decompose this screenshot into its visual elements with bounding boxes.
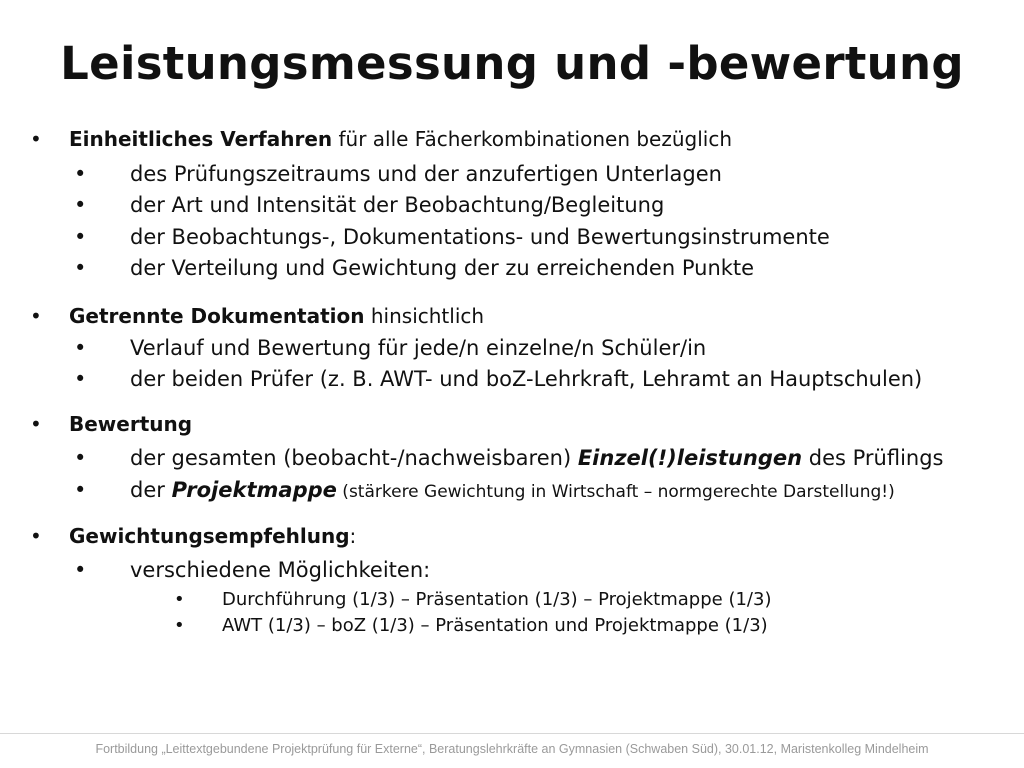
bullet-icon: • (74, 193, 87, 217)
bullet-lead-bold: Einheitliches Verfahren (69, 127, 333, 151)
bullet-lead-bold: Getrennte Dokumentation (69, 304, 365, 328)
footer-divider (0, 733, 1024, 734)
sub-bullet-text: Verlauf und Bewertung für jede/n einzelne/n Schüler/in (130, 336, 707, 360)
sub-bullet-text: der Art und Intensität der Beobachtung/Begleitung (130, 193, 665, 217)
text-emphasis: Projektmappe (171, 478, 337, 502)
sub-bullet-text: des Prüfungszeitraums und der anzufertigen Unterlagen (130, 162, 722, 186)
bullet-icon: • (74, 367, 87, 391)
bullet-icon: • (30, 412, 42, 436)
bullet-icon: • (74, 225, 87, 249)
sub-bullet-text: der Verteilung und Gewichtung der zu erreichenden Punkte (130, 256, 755, 280)
sub-bullet-text: der Beobachtungs-, Dokumentations- und Bewertungsinstrumente (130, 225, 830, 249)
bullet-icon: • (74, 336, 87, 360)
sub-sub-bullet-text: AWT (1/3) – boZ (1/3) – Präsentation und Projektmappe (1/3) (222, 615, 768, 636)
sub-bullet-text (130, 477, 895, 506)
bullet-lead-rest: hinsichtlich (364, 304, 485, 328)
bullet-icon: • (74, 478, 87, 502)
bullet-icon: • (74, 558, 87, 582)
bullet-icon: • (30, 524, 42, 548)
bullet-lead-bold: Bewertung (69, 412, 193, 436)
text-emphasis: Einzel(!)leistungen (577, 446, 803, 470)
slide-footer: Fortbildung „Leittextgebundene Projektprüfung für Externe“, Beratungslehrkräfte an Gymnasien (Schwaben Süd), 30.01.12, Maristenkolleg Mindelheim (95, 742, 929, 756)
bullet-icon: • (74, 256, 87, 280)
bullet-text (69, 126, 732, 152)
sub-bullet-text: verschiedene Möglichkeiten: (130, 558, 431, 582)
bullet-icon: • (174, 615, 185, 636)
bullet-text (69, 303, 484, 329)
bullet-lead-rest: : (349, 524, 357, 548)
text-post: des Prüflings (802, 446, 944, 470)
bullet-icon: • (30, 304, 42, 328)
sub-sub-bullet-text: Durchführung (1/3) – Präsentation (1/3) – Projektmappe (1/3) (222, 589, 772, 610)
sub-bullet-text (130, 445, 943, 472)
bullet-icon: • (30, 127, 42, 151)
text-pre: der gesamten (beobacht-/nachweisbaren) (130, 446, 578, 470)
bullet-icon: • (174, 589, 185, 610)
text-pre: der (130, 478, 172, 502)
bullet-text (69, 523, 356, 549)
bullet-icon: • (74, 446, 87, 470)
text-post: (stärkere Gewichtung in Wirtschaft – normgerechte Darstellung!) (336, 482, 895, 502)
bullet-lead-bold: Gewichtungsempfehlung (69, 524, 350, 548)
bullet-icon: • (74, 162, 87, 186)
bullet-text (69, 411, 192, 437)
sub-bullet-text: der beiden Prüfer (z. B. AWT- und boZ-Lehrkraft, Lehramt an Hauptschulen) (130, 367, 923, 391)
slide-title: Leistungsmessung und -bewertung (60, 37, 964, 90)
bullet-lead-rest: für alle Fächerkombinationen bezüglich (332, 127, 733, 151)
